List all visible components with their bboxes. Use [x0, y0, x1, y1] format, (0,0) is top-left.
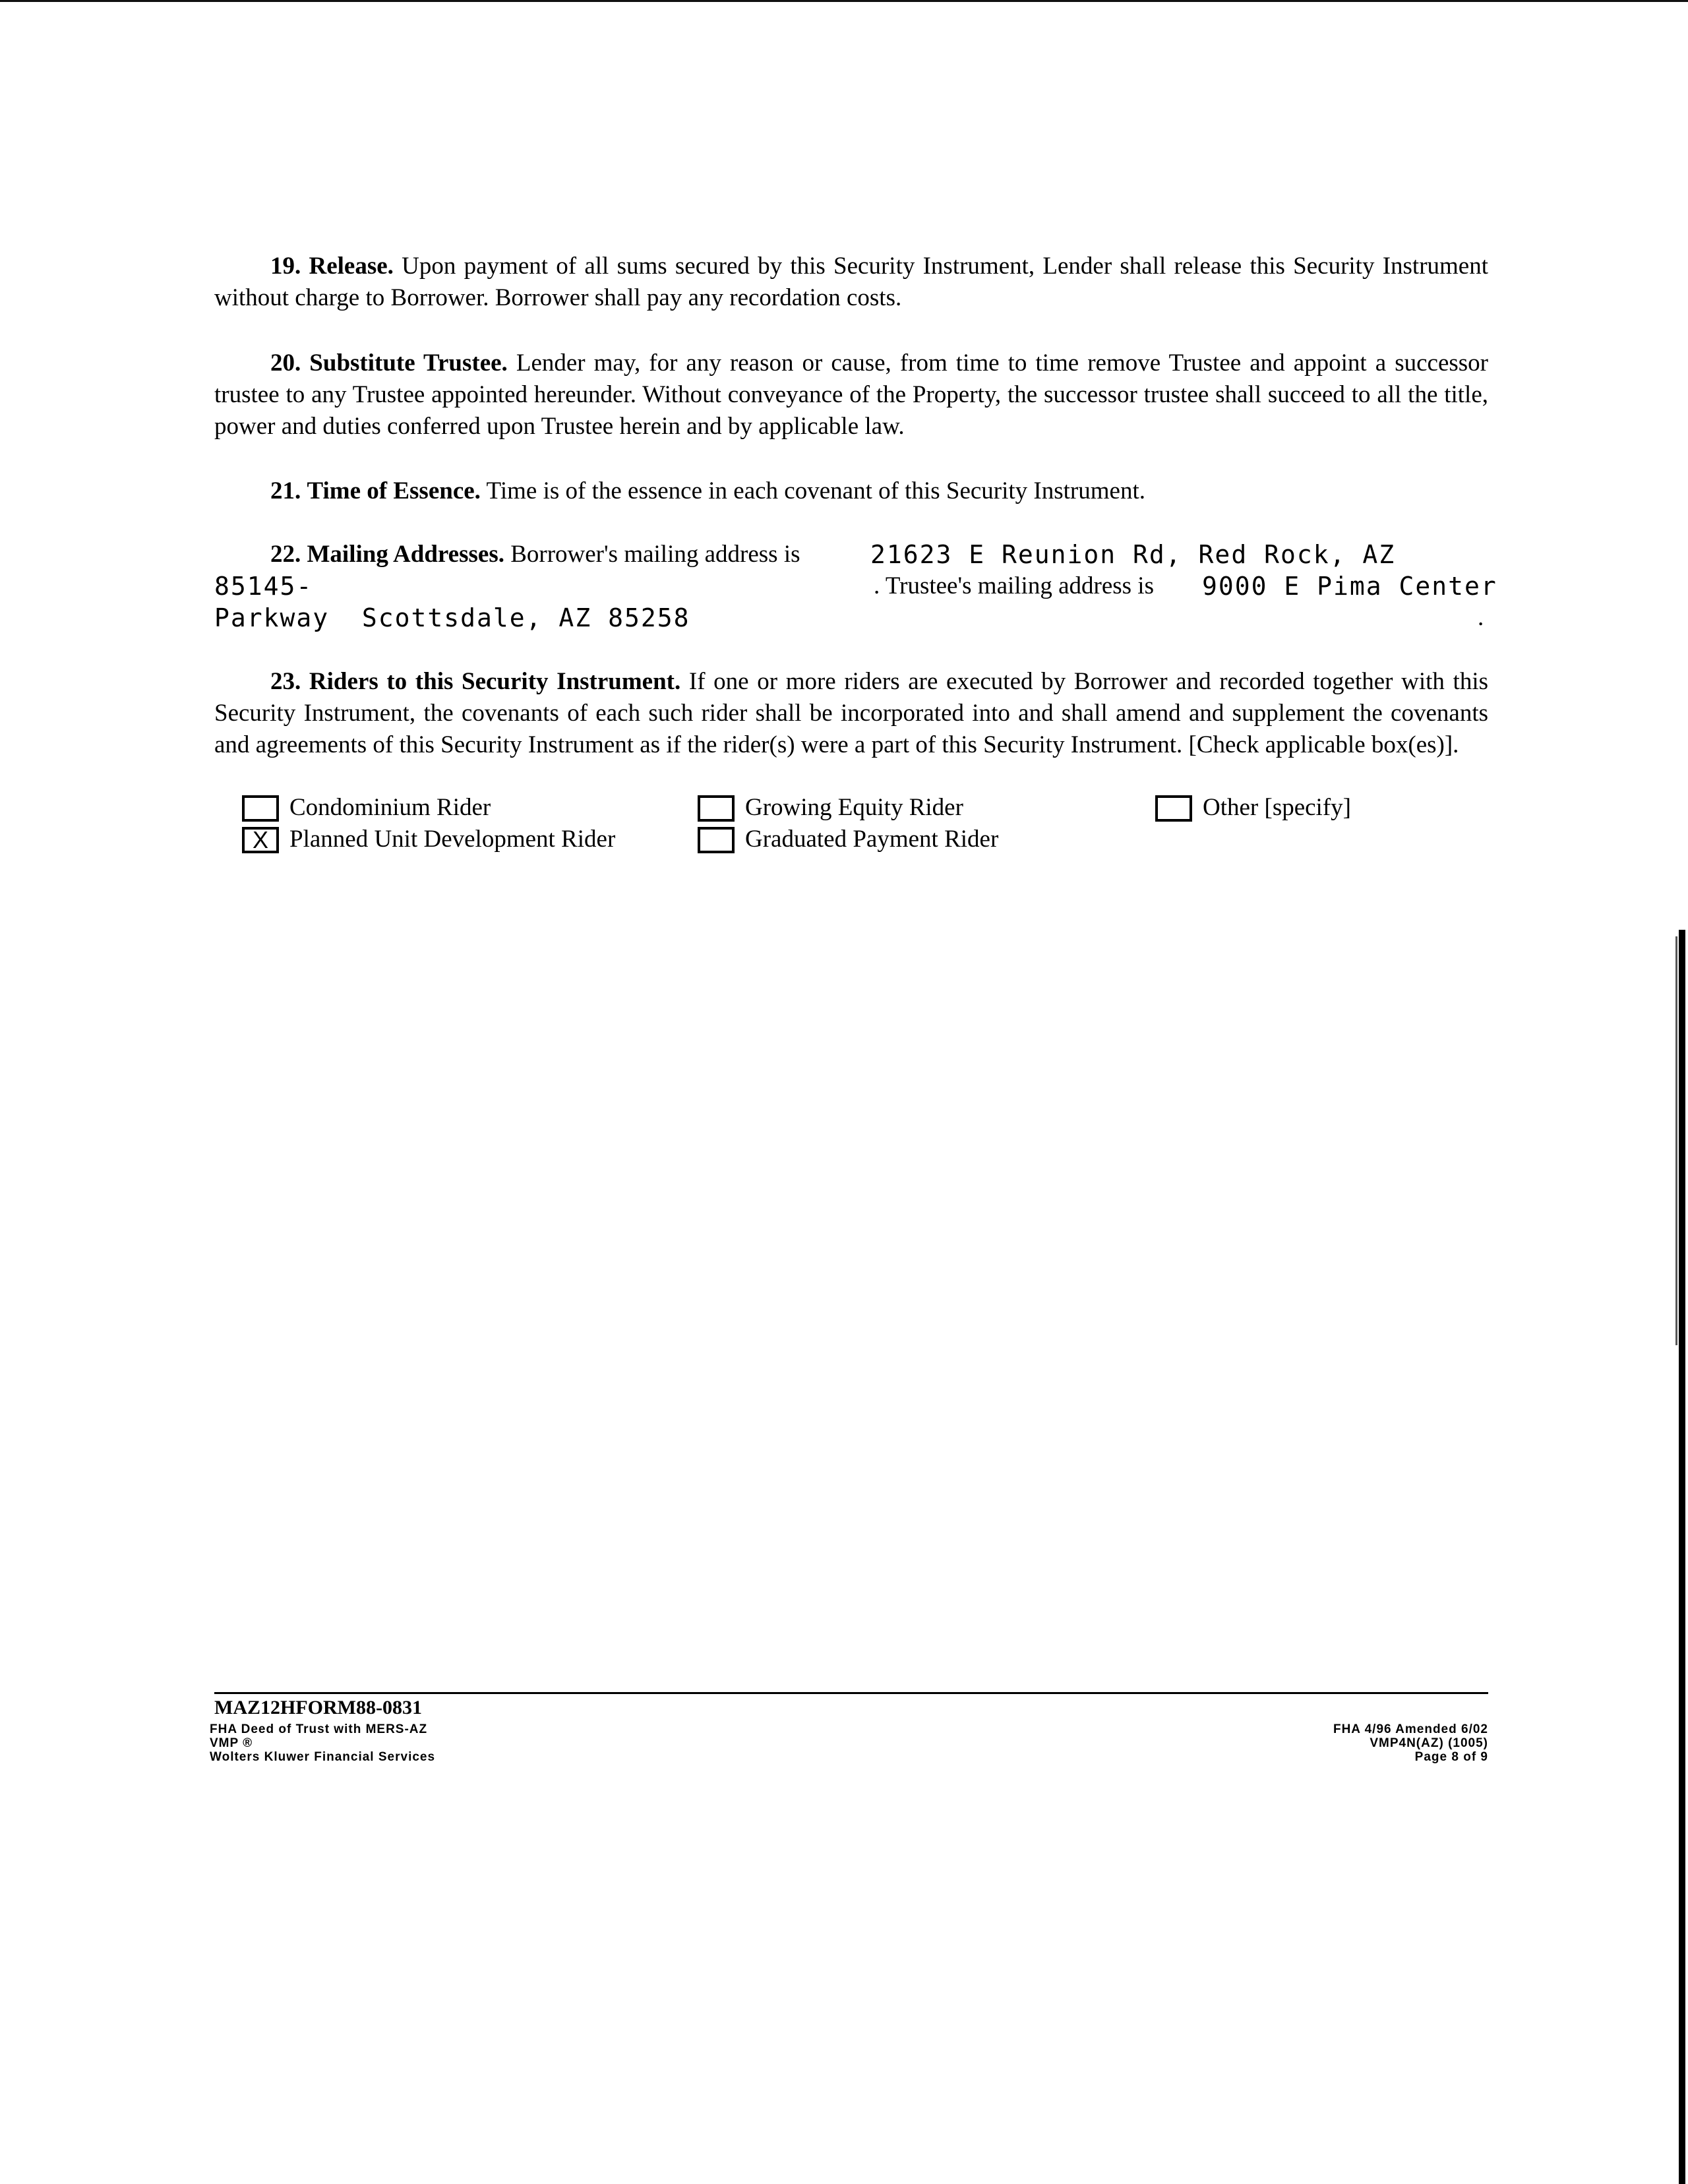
section-number: 23. — [270, 668, 301, 695]
section-heading: Riders to this Security Instrument. — [309, 668, 681, 695]
mailing-line-1 — [214, 539, 1488, 570]
mailing-line-2 — [214, 570, 1497, 602]
mailing-line-3 — [214, 602, 1488, 634]
rider-label: Planned Unit Development Rider — [289, 826, 616, 853]
section-text: Lender may, for any reason or cause, from time to time remove Trustee and appoint a successor trustee to any Trustee appointed hereunder. Without conveyance of the Property, the successor trustee shall succeed to all the title, power and duties conferred upon Trustee herein and by applicable law. — [214, 349, 1488, 440]
rider-label: Graduated Payment Rider — [745, 826, 999, 853]
section-substitute-trustee-paragraph — [214, 348, 1488, 442]
rider-label: Condominium Rider — [289, 794, 491, 821]
section-number: 22. — [270, 541, 301, 568]
footer-publisher: Wolters Kluwer Financial Services — [210, 1750, 436, 1764]
footer-left-block — [210, 1722, 435, 1764]
footer-form-title: FHA Deed of Trust with MERS-AZ — [210, 1722, 428, 1736]
footer-vmp-mark: VMP ® — [210, 1736, 253, 1750]
section-text: Upon payment of all sums secured by this Security Instrument, Lender shall release this Security Instrument without charge to Borrower. Borrower shall pay any recordation costs. — [214, 253, 1489, 311]
borrower-address-line1: 21623 E Reunion Rd, Red Rock, AZ — [870, 540, 1396, 569]
trustee-lead-text: . Trustee's mailing address is — [874, 572, 1154, 599]
mailing-lead — [270, 539, 800, 570]
mailing-end-period: . — [1478, 604, 1484, 631]
rider-label: Other [specify] — [1203, 794, 1351, 821]
section-heading: Mailing Addresses. — [307, 541, 504, 568]
page-top-edge — [0, 0, 1688, 2]
section-text: If one or more riders are executed by Borrower and recorded together with this Security Instrument, the covenants of each such rider shall be incorporated into and shall amend and supplement the covenants and agreements of this Security Instrument as if the rider(s) were a part of this Security Instrument. [Check applicable box(es)]. — [214, 668, 1489, 758]
footer-form-version: FHA 4/96 Amended 6/02 — [1333, 1722, 1488, 1736]
section-text: Time is of the essence in each covenant of this Security Instrument. — [486, 477, 1145, 504]
section-number: 21. — [270, 477, 301, 504]
checkbox-condominium-rider[interactable] — [242, 795, 279, 822]
page-number: Page 8 of 9 — [1414, 1750, 1488, 1764]
footer-divider — [214, 1692, 1488, 1694]
borrower-lead-text: Borrower's mailing address is — [510, 541, 800, 568]
form-code: MAZ12HFORM88-0831 — [214, 1697, 422, 1718]
trustee-address-line2: Parkway Scottsdale, AZ 85258 — [214, 603, 690, 632]
section-time-of-essence — [214, 475, 1488, 507]
section-heading: Substitute Trustee. — [309, 349, 508, 377]
section-riders-paragraph — [214, 666, 1488, 761]
checkbox-graduated-payment-rider[interactable] — [698, 827, 735, 853]
borrower-address-line2: 85145- — [214, 572, 313, 601]
scan-edge-shadow — [1679, 930, 1685, 2184]
footer-right-block — [1220, 1722, 1488, 1764]
trustee-address-line1: 9000 E Pima Center — [1202, 572, 1497, 601]
footer-form-number: VMP4N(AZ) (1005) — [1370, 1736, 1488, 1750]
section-heading: Release. — [309, 253, 394, 280]
checkbox-planned-unit-development-rider[interactable]: X — [242, 827, 279, 853]
section-time-of-essence-paragraph — [214, 475, 1488, 507]
section-heading: Time of Essence. — [307, 477, 481, 504]
rider-label: Growing Equity Rider — [745, 794, 963, 821]
section-riders — [214, 666, 1488, 761]
checkbox-growing-equity-rider[interactable] — [698, 795, 735, 822]
section-substitute-trustee — [214, 348, 1488, 442]
section-release — [214, 251, 1488, 314]
section-release-paragraph — [214, 251, 1488, 314]
scan-edge-line — [1675, 936, 1677, 1345]
section-number: 19. — [270, 253, 301, 280]
section-number: 20. — [270, 349, 301, 377]
checkbox-other-rider[interactable] — [1155, 795, 1192, 822]
